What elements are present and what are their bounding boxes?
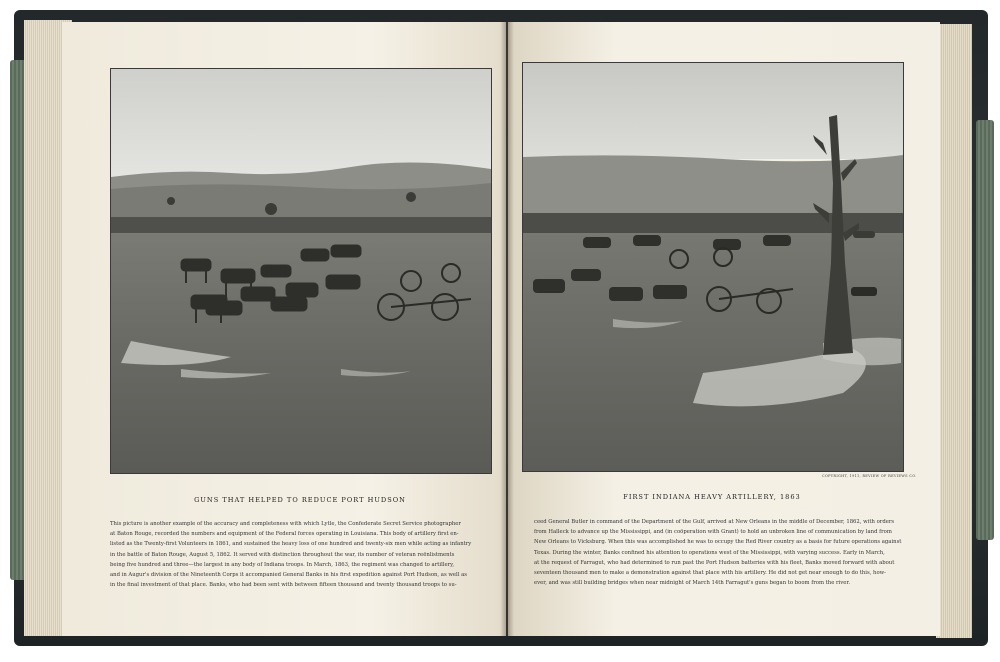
artillery-battery-photo	[111, 69, 491, 473]
cloth-binding-right	[976, 120, 994, 540]
heavy-artillery-photo	[523, 63, 903, 471]
text-line: seventeen thousand men to make a demonstration against that place with his artillery. He did not get near enough to do this, how-	[534, 570, 886, 577]
text-line: ever, and was still building bridges when near midnight of March 14th Farragut's guns began to boom from the river.	[534, 580, 850, 587]
left-caption: GUNS THAT HELPED TO REDUCE PORT HUDSON	[194, 496, 406, 504]
text-line: at the request of Farragut, who had determined to run past the Port Hudson batteries with his fleet, Banks moved forward with about	[534, 559, 895, 566]
text-line: Texas. During the winter, Banks confined his attention to operations west of the Mississippi, with varying success. Early in March,	[534, 549, 885, 556]
right-caption: FIRST INDIANA HEAVY ARTILLERY, 1863	[623, 493, 801, 501]
text-line: at Baton Rouge, recorded the numbers and equipment of the Federal forces operating in Louisiana. This body of artillery first en-	[110, 531, 459, 538]
text-line: and in Augur's division of the Nineteenth Corps it accompanied General Banks in his first expedition against Port Hudson, as well as	[110, 572, 467, 579]
left-body-text	[110, 519, 490, 590]
text-line: This picture is another example of the accuracy and completeness with which Lytle, the Confederate Secret Service photographer	[110, 521, 461, 527]
photo-copyright-credit: COPYRIGHT, 1911, REVIEW OF REVIEWS CO.	[822, 474, 917, 478]
book-gutter	[500, 22, 514, 636]
text-line: from Halleck to advance up the Mississippi, and (in coöperation with Grant) to hold an unbroken line of communication by land from	[534, 529, 892, 536]
right-photograph	[522, 62, 904, 472]
right-body-text	[534, 517, 906, 588]
text-line: being five hundred and three—the largest in any body of Indiana troops. In March, 1863, the regiment was changed to artillery,	[110, 561, 455, 568]
text-line: in the final investment of that place. Banks, who had been sent with between fifteen thousand and twenty thousand troops to su-	[110, 582, 457, 589]
text-line: in the battle of Baton Rouge, August 5, 1862. It served with distinction throughout the war, its number of veteran reënlistments	[110, 551, 455, 558]
text-line: ceed General Butler in command of the Department of the Gulf, arrived at New Orleans in the middle of December, 1862, with orders	[534, 519, 895, 525]
text-line: New Orleans to Vicksburg. When this was accomplished he was to occupy the Red River country as a basis for future operations against	[534, 539, 902, 546]
page-edges-right	[936, 24, 972, 638]
left-photograph	[110, 68, 492, 474]
text-line: listed as the Twenty-first Volunteers in 1861, and sustained the heavy loss of one hundred and twenty-six men while acting as infantry	[110, 541, 472, 548]
